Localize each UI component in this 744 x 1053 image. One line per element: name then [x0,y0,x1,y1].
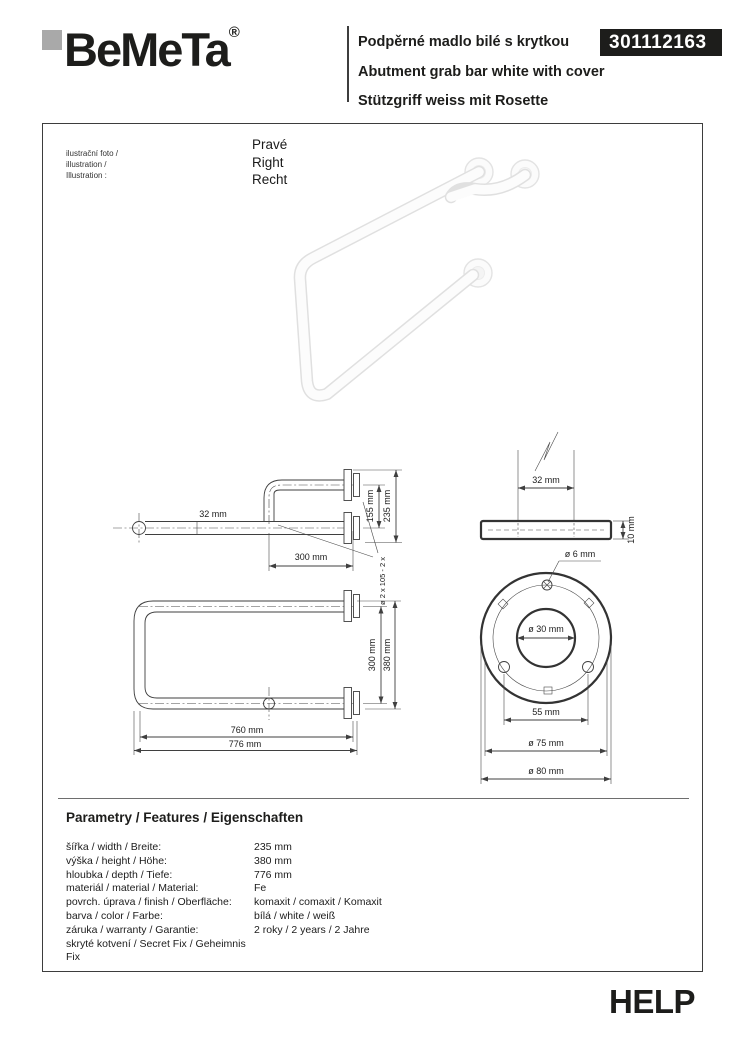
param-label: povrch. úprava / finish / Oberfläche: [66,896,232,909]
section-divider [58,798,689,799]
top-view-drawing [134,591,401,756]
product-title-en: Abutment grab bar white with cover [358,63,605,80]
product-title-cz: Podpěrné madlo bilé s krytkou [358,34,570,50]
param-label: barva / color / Farbe: [66,909,163,922]
param-value [254,938,666,966]
illustration-label-cz: ilustrační foto / [66,149,119,158]
table-row [66,869,666,883]
content-frame [42,123,703,972]
param-label: šířka / width / Breite: [66,841,162,853]
param-value: bílá / white / weiß [254,909,336,922]
param-label: záruka / warranty / Garantie: [66,923,199,936]
technical-drawing-right [451,426,701,801]
param-label: výška / height / Höhe: [66,854,167,867]
dim-300mm-side: 300 mm [294,552,328,562]
rosette-view-drawing [481,549,611,784]
param-label: skryté kotvení / Secret Fix / Geheimnis Fix [66,937,246,964]
dim-776mm: 776 mm [228,739,262,749]
param-value: Fe [254,882,267,895]
product-titles [358,28,605,117]
parameters-title: Parametry / Features / Eigenschaften [66,810,304,825]
param-value: 235 mm [254,841,292,853]
dim-235mm: 235 mm [382,489,392,523]
table-row [66,882,666,896]
param-value: komaxit / comaxit / Komaxit [254,896,382,909]
table-row [66,910,666,924]
illustration-label-de: Illustration : [66,171,107,180]
dim-6mm-hole: ø 6 mm [564,549,596,559]
table-row [66,841,666,855]
dim-holes-note: ø 2 x 105 - 2 x [378,557,387,605]
illustration-label-en: illustration / [66,160,107,169]
table-row [66,924,666,938]
side-view-drawing [113,470,402,605]
plate-view-drawing [481,432,636,544]
param-value: 380 mm [254,854,292,867]
param-value: 2 roky / 2 years / 2 Jahre [254,923,370,936]
technical-drawing-left [81,441,421,771]
brand-logo [64,22,240,77]
dim-10mm: 10 mm [626,516,636,544]
dim-30mm: ø 30 mm [528,624,564,634]
help-wordmark: HELP [609,983,696,1020]
dim-155mm: 155 mm [365,489,375,523]
table-row [66,896,666,910]
illustration-label [66,148,118,181]
orientation-cz: Pravé [252,137,288,152]
grab-bar-tube [300,172,525,395]
dim-75mm: ø 75 mm [528,738,564,748]
dim-760mm: 760 mm [230,725,264,735]
orientation-de: Recht [252,172,288,187]
product-photo [251,151,571,421]
logo-square-icon [42,30,62,50]
param-label: hloubka / depth / Tiefe: [66,868,173,881]
dim-380mm: 380 mm [382,638,392,672]
dim-32mm-plate: 32 mm [532,475,560,485]
parameters-table [66,841,666,965]
brand-text: BeMeTa [64,23,229,76]
orientation-en: Right [252,154,284,170]
registered-mark: ® [228,24,240,41]
dim-55mm: 55 mm [532,707,560,717]
param-label: materiál / material / Material: [66,882,199,895]
param-value: 776 mm [254,868,292,881]
table-row [66,938,666,966]
table-row [66,855,666,869]
product-title-de: Stützgriff weiss mit Rosette [358,93,549,109]
dim-80mm: ø 80 mm [528,766,564,776]
dim-32mm-side: 32 mm [199,509,227,519]
header-divider [347,26,349,102]
product-code-badge: 301112163 [600,29,722,56]
dim-300mm-top: 300 mm [367,638,377,672]
